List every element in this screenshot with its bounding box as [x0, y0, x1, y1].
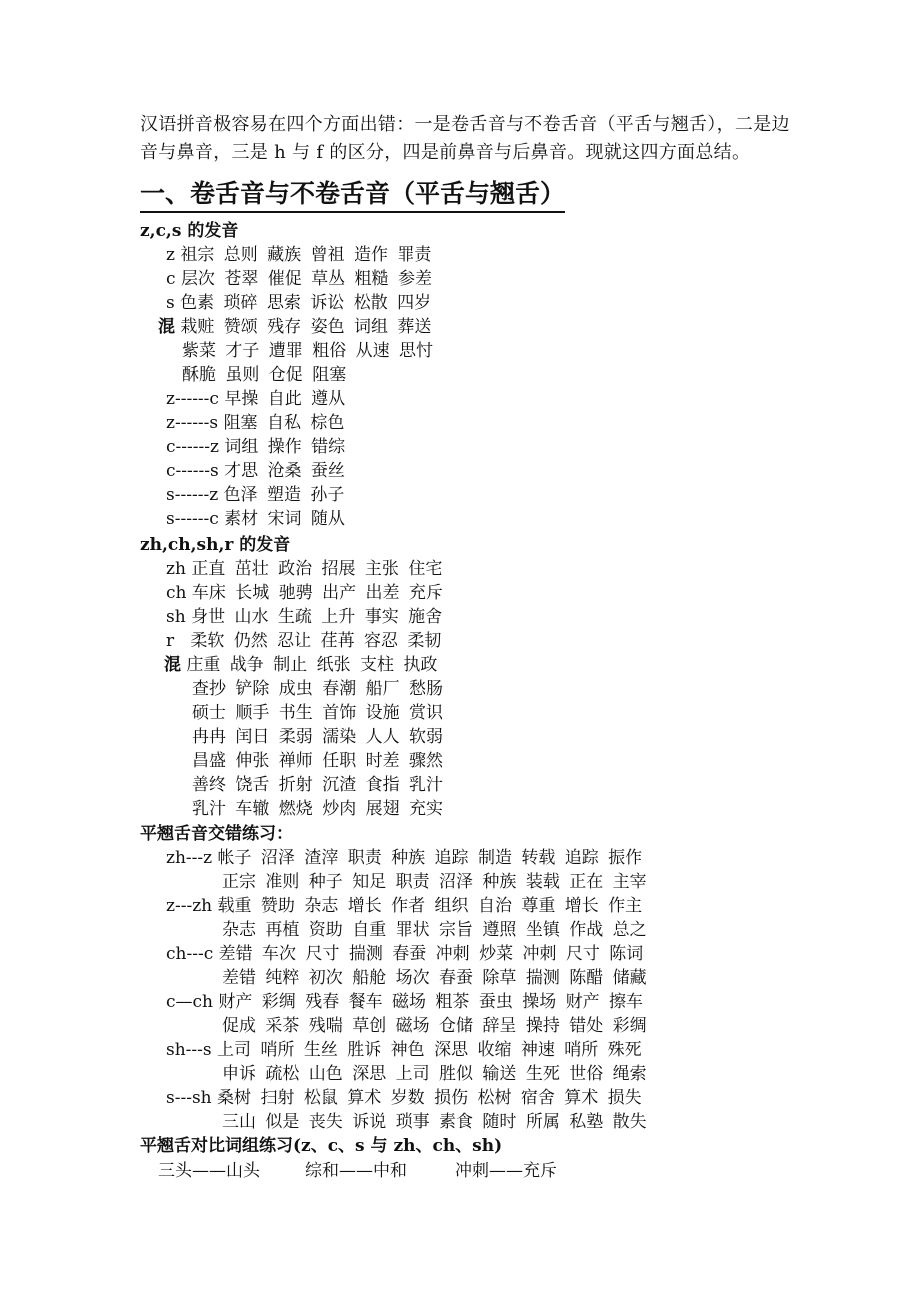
row-label: s---sh — [166, 1088, 212, 1108]
practice-row — [166, 436, 345, 458]
row-words: 三山 似是 丧失 诉说 琐事 素食 随时 所属 私塾 散失 — [222, 1112, 647, 1132]
row-words: 杂志 再植 资助 自重 罪状 宗旨 遵照 坐镇 作战 总之 — [222, 920, 647, 940]
subsection-title-contrast: 平翘舌对比词组练习(z、c、s 与 zh、ch、sh) — [140, 1136, 503, 1156]
row-label: sh---s — [166, 1040, 212, 1060]
practice-row — [222, 1015, 647, 1037]
practice-row — [166, 388, 345, 410]
contrast-pair: 综和——中和 — [305, 1161, 407, 1181]
row-label: ch---c — [166, 944, 214, 964]
practice-row — [166, 292, 431, 314]
practice-row — [166, 991, 643, 1013]
row-words: 早操 自此 遵从 — [224, 389, 346, 409]
row-label: 混 — [158, 317, 175, 337]
practice-row — [166, 630, 441, 652]
row-label: s------z — [166, 485, 219, 505]
subsection-title-mixed-practice: 平翘舌音交错练习： — [140, 824, 293, 844]
row-label: c------z — [166, 437, 219, 457]
practice-row — [166, 1039, 642, 1061]
row-words: 层次 苍翠 催促 草丛 粗糙 参差 — [180, 269, 432, 289]
row-words: 载重 赞助 杂志 增长 作者 组织 自治 尊重 增长 作主 — [217, 896, 643, 916]
practice-row — [192, 726, 443, 748]
row-words: 紫菜 才子 遭罪 粗俗 从速 思忖 — [182, 341, 434, 361]
row-label: s------c — [166, 509, 219, 529]
row-words: 正宗 准则 种子 知足 职责 沼泽 种族 装载 正在 主宰 — [222, 872, 647, 892]
contrast-pair: 冲刺——充斥 — [455, 1161, 557, 1181]
row-words: 酥脆 虽则 仓促 阻塞 — [182, 365, 347, 385]
row-words: 车床 长城 驰骋 出产 出差 充斥 — [191, 583, 443, 603]
row-words: 色素 琐碎 思索 诉讼 松散 四岁 — [180, 293, 432, 313]
row-label: z — [166, 245, 175, 265]
row-label: c — [166, 269, 176, 289]
subsection-title-zcs: z,c,s 的发音 — [140, 221, 239, 241]
practice-row — [166, 606, 442, 628]
row-words: 查抄 铲除 成虫 春潮 船厂 愁肠 — [192, 679, 444, 699]
practice-row — [166, 460, 345, 482]
row-words: 帐子 沼泽 渣滓 职责 种族 追踪 制造 转载 追踪 振作 — [217, 848, 643, 868]
row-words: 词组 操作 错综 — [224, 437, 346, 457]
contrast-pair: 三头——山头 — [158, 1161, 260, 1181]
practice-row — [166, 268, 432, 290]
practice-row — [166, 412, 344, 434]
row-words: 祖宗 总则 藏族 曾祖 造作 罪责 — [180, 245, 432, 265]
row-label: r — [166, 631, 175, 651]
practice-row — [166, 847, 642, 869]
practice-row — [166, 244, 431, 266]
practice-row — [166, 943, 643, 965]
practice-row — [182, 364, 346, 386]
section-heading: 一、卷舌音与不卷舌音（平舌与翘舌） — [140, 177, 565, 213]
practice-row — [222, 871, 647, 893]
practice-row — [164, 654, 437, 676]
row-words: 庄重 战争 制止 纸张 支柱 执政 — [186, 655, 438, 675]
row-words: 色泽 塑造 孙子 — [223, 485, 345, 505]
row-label: zh---z — [166, 848, 213, 868]
row-words: 冉冉 闰日 柔弱 濡染 人人 软弱 — [192, 727, 444, 747]
practice-row — [192, 750, 443, 772]
row-words: 身世 山水 生疏 上升 事实 施舍 — [191, 607, 443, 627]
row-label: z---zh — [166, 896, 213, 916]
practice-row — [222, 1063, 647, 1085]
row-label: c—ch — [166, 992, 213, 1012]
row-words: 柔软 仍然 忍让 荏苒 容忍 柔韧 — [190, 631, 442, 651]
practice-row — [192, 678, 443, 700]
row-words: 阻塞 自私 棕色 — [223, 413, 345, 433]
row-words: 善终 饶舌 折射 沉渣 食指 乳汁 — [192, 775, 444, 795]
practice-row — [166, 1087, 642, 1109]
practice-row — [192, 798, 443, 820]
row-words: 差错 车次 尺寸 揣测 春蚕 冲刺 炒菜 冲刺 尺寸 陈词 — [218, 944, 644, 964]
row-words: 桑树 扫射 松鼠 算术 岁数 损伤 松树 宿舍 算术 损失 — [217, 1088, 642, 1108]
practice-row — [222, 919, 647, 941]
row-label: zh — [166, 559, 186, 579]
row-label: z------s — [166, 413, 219, 433]
practice-row — [166, 484, 344, 506]
practice-row — [182, 340, 433, 362]
practice-row — [192, 702, 443, 724]
row-words: 栽赃 赞颂 残存 姿色 词组 葬送 — [180, 317, 432, 337]
row-words: 硕士 顺手 书生 首饰 设施 赏识 — [192, 703, 444, 723]
practice-row — [192, 774, 443, 796]
practice-row — [222, 1111, 647, 1133]
practice-row — [158, 316, 431, 338]
row-label: 混 — [164, 655, 181, 675]
row-label: z------c — [166, 389, 219, 409]
practice-row — [222, 967, 647, 989]
row-words: 才思 沧桑 蚕丝 — [224, 461, 345, 481]
practice-row — [166, 895, 642, 917]
row-words: 乳汁 车辙 燃烧 炒肉 展翅 充实 — [192, 799, 444, 819]
row-words: 昌盛 伸张 禅师 任职 时差 骤然 — [192, 751, 444, 771]
row-words: 促成 采茶 残喘 草创 磁场 仓储 辞呈 操持 错处 彩绸 — [222, 1016, 647, 1036]
row-words: 正直 茁壮 政治 招展 主张 住宅 — [191, 559, 443, 579]
row-label: sh — [166, 607, 186, 627]
intro-paragraph: 汉语拼音极容易在四个方面出错：一是卷舌音与不卷舌音（平舌与翘舌），二是边音与鼻音，三是 h 与 f 的区分，四是前鼻音与后鼻音。现就这四方面总结。 — [140, 114, 790, 163]
row-words: 申诉 疏松 山色 深思 上司 胜似 输送 生死 世俗 绳索 — [222, 1064, 647, 1084]
row-words: 上司 哨所 生丝 胜诉 神色 深思 收缩 神速 哨所 殊死 — [217, 1040, 642, 1060]
subsection-title-zhchshr: zh,ch,sh,r 的发音 — [140, 535, 291, 555]
row-words: 差错 纯粹 初次 船舱 场次 春蚕 除草 揣测 陈醋 储藏 — [222, 968, 647, 988]
row-label: s — [166, 293, 175, 313]
practice-row — [166, 508, 345, 530]
practice-row — [166, 582, 443, 604]
practice-row — [166, 558, 442, 580]
row-label: c------s — [166, 461, 219, 481]
row-label: ch — [166, 583, 187, 603]
row-words: 财产 彩绸 残春 餐车 磁场 粗茶 蚕虫 操场 财产 擦车 — [218, 992, 644, 1012]
row-words: 素材 宋词 随从 — [224, 509, 345, 529]
